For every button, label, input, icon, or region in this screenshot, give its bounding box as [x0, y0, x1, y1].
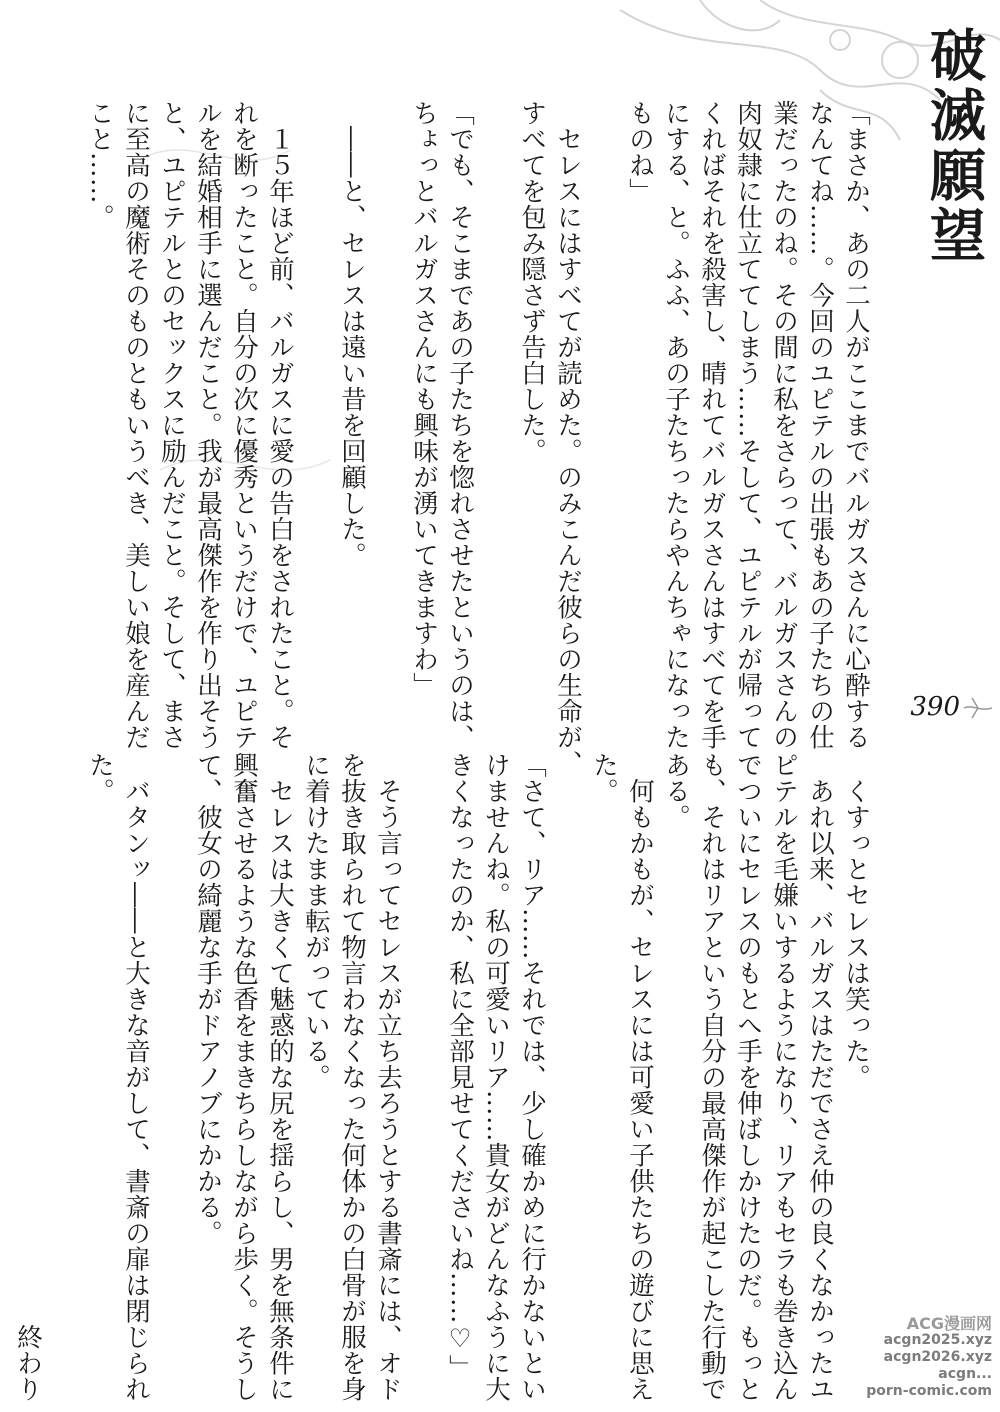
page-number-ornament-icon: [962, 694, 994, 722]
book-title: 破滅願望: [921, 26, 987, 266]
watermark-url: acgn2026.xyz: [883, 1349, 992, 1365]
watermark: [822, 1315, 992, 1400]
watermark-brand: ACG漫画网: [906, 1314, 992, 1333]
body-text-lower: くすっとセレスは笑った。 あれ以来、バルガスはただでさえ仲の良くなかったユ ピテルを毛嫌いするようになり、リアもセラも巻き込ん でついにセレスのもとへ手を伸ばしかけたのだ。もっと も、それはリアという自分の最高傑作が起こした行動で ある。 何もかもが、セレスには可愛い子供たちの遊びに思え た。 「さて、リア……それでは、少し確かめに行かないとい けませんね。私の可愛いリア……貴女がどんなふうに大 きくなったのか、私に全部見せてくださいね……♡」 そう言ってセレスが立ち去ろうとする書斎には、オド を抜き取られて物言わなくなった何体かの白骨が服を身 に着けたまま転がっている。 セレスは大きくて魅惑的な尻を揺らし、男を無条件に 興奮させるような色香をまきちらしながら歩く。そうし て、彼女の綺麗な手がドアノブにかかる。 バタンッ――と大きな音がして、書斎の扉は閉じられ た。 終わり: [13, 752, 871, 1402]
watermark-url: porn-comic.com: [866, 1383, 992, 1399]
watermark-url: acgn...: [938, 1366, 992, 1382]
body-text-upper: 「まさか、あの二人がここまでバルガスさんに心酔する なんてね……。今回のユピテルの出張もあの子たちの仕 業だったのね。その間に私をさらって、バルガスさんの 肉奴隷に仕立ててしまう……そして、ユピテルが帰って くればそれを殺害し、晴れてバルガスさんはすべてを手 にする、と。ふふ、あの子たちったらやんちゃになった ものね」 セレスにはすべてが読めた。のみこんだ彼らの生命が、 すべてを包み隠さず告白した。 「でも、そこまであの子たちを惚れさせたというのは、 ちょっとバルガスさんにも興味が湧いてきますわ」 ――と、セレスは遠い昔を回顧した。 １５年ほど前、バルガスに愛の告白をされたこと。そ れを断ったこと。自分の次に優秀というだけで、ユピテ ルを結婚相手に選んだこと。我が最高傑作を作り出そう と、ユピテルとのセックスに励んだこと。そして、まさ に至高の魔術そのものともいうべき、美しい娘を産んだ こと……。: [85, 100, 871, 776]
page-number: 390: [910, 692, 960, 722]
watermark-url: acgn2025.xyz: [883, 1332, 992, 1348]
